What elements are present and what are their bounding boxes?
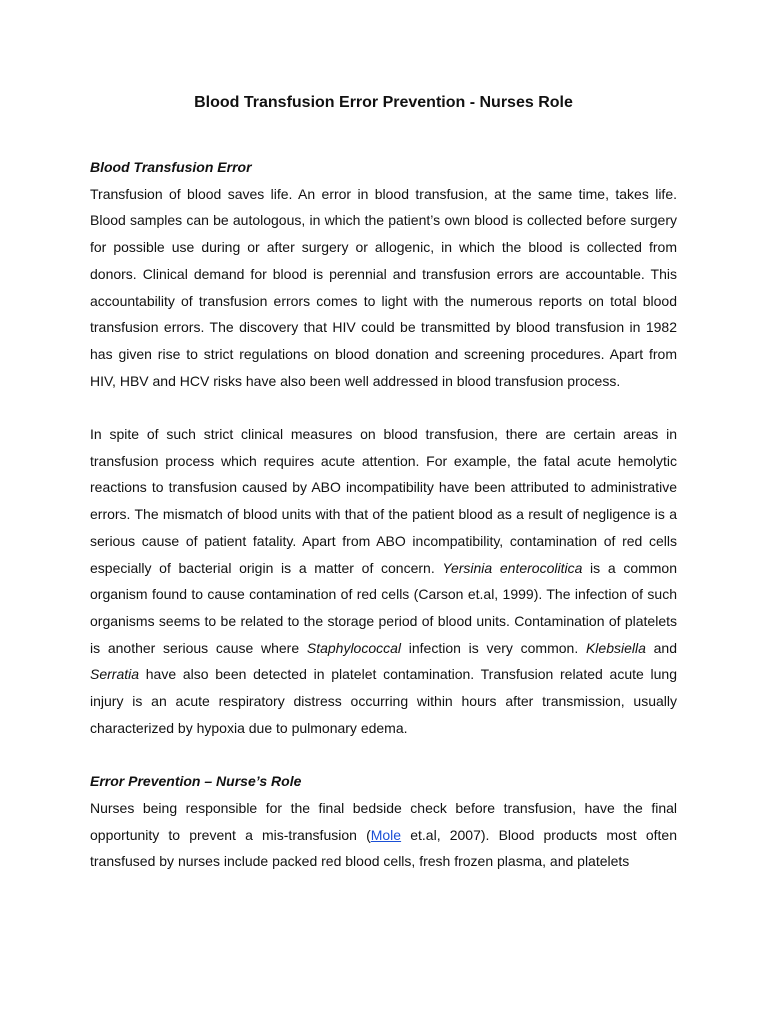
paragraph-2-italic-yersinia: Yersinia enterocolitica: [442, 559, 583, 576]
paragraph-3: [90, 795, 677, 875]
paragraph-2-italic-klebsiella: Klebsiella: [585, 639, 646, 656]
paragraph-2-italic-serratia: Serratia: [90, 666, 140, 683]
paragraph-2-text-a: In spite of such strict clinical measures on blood transfusion, there are certain areas in transfusion process which requires acute attention. For example, the fatal acute hemolytic reactions to transfusion caused by ABO incompatibility have been attributed to administrative errors. The mismatch of blood units with that of the patient blood as a result of negligence is a serious cause of patient fatality. Apart from ABO incompatibility, contamination of red cells especially of bacterial origin is a matter of concern.: [90, 426, 677, 576]
document-title: Blood Transfusion Error Prevention - Nurses Role: [194, 94, 573, 111]
paragraph-1: Transfusion of blood saves life. An error in blood transfusion, at the same time, takes life. Blood samples can be autologous, in which the patient’s own blood is collected before surgery for possible use during or after surgery or allogenic, in which the blood is collected from donors. Clinical demand for blood is perennial and transfusion errors are accountable. This accountability of transfusion errors comes to light with the numerous reports on total blood transfusion errors. The discovery that HIV could be transmitted by blood transfusion in 1982 has given rise to strict regulations on blood donation and screening procedures. Apart from HIV, HBV and HCV risks have also been well addressed in blood transfusion process.: [90, 185, 677, 389]
paragraph-2-text-d: and: [645, 639, 677, 656]
section-heading-blood-transfusion-error: Blood Transfusion Error: [90, 159, 252, 175]
document-page: [90, 88, 677, 875]
citation-link-mole[interactable]: Mole: [370, 826, 402, 843]
section-heading-error-prevention: Error Prevention – Nurse’s Role: [90, 773, 302, 790]
paragraph-3-text-a: Nurses being responsible for the final bedside check before transfusion, have the final opportunity to prevent a mis-transfusion (: [90, 799, 677, 843]
paragraph-2-italic-staphylococcal: Staphylococcal: [306, 639, 402, 656]
paragraph-3-text-b: et.al, 2007). Blood products most often transfused by nurses include packed red blood cells, fresh frozen plasma, and platelets: [90, 826, 677, 870]
paragraph-2-text-c: infection is very common.: [401, 639, 586, 656]
paragraph-2-text-e: have also been detected in platelet contamination. Transfusion related acute lung injury is an acute respiratory distress occurring within hours after transmission, usually characterized by hypoxia due to pulmonary edema.: [90, 666, 677, 736]
paragraph-2: [90, 421, 677, 741]
paragraph-2-text-b: is a common organism found to cause contamination of red cells (Carson et.al, 1999). The infection of such organisms seems to be related to the storage period of blood units. Contamination of platelets is another serious cause where: [90, 559, 677, 656]
